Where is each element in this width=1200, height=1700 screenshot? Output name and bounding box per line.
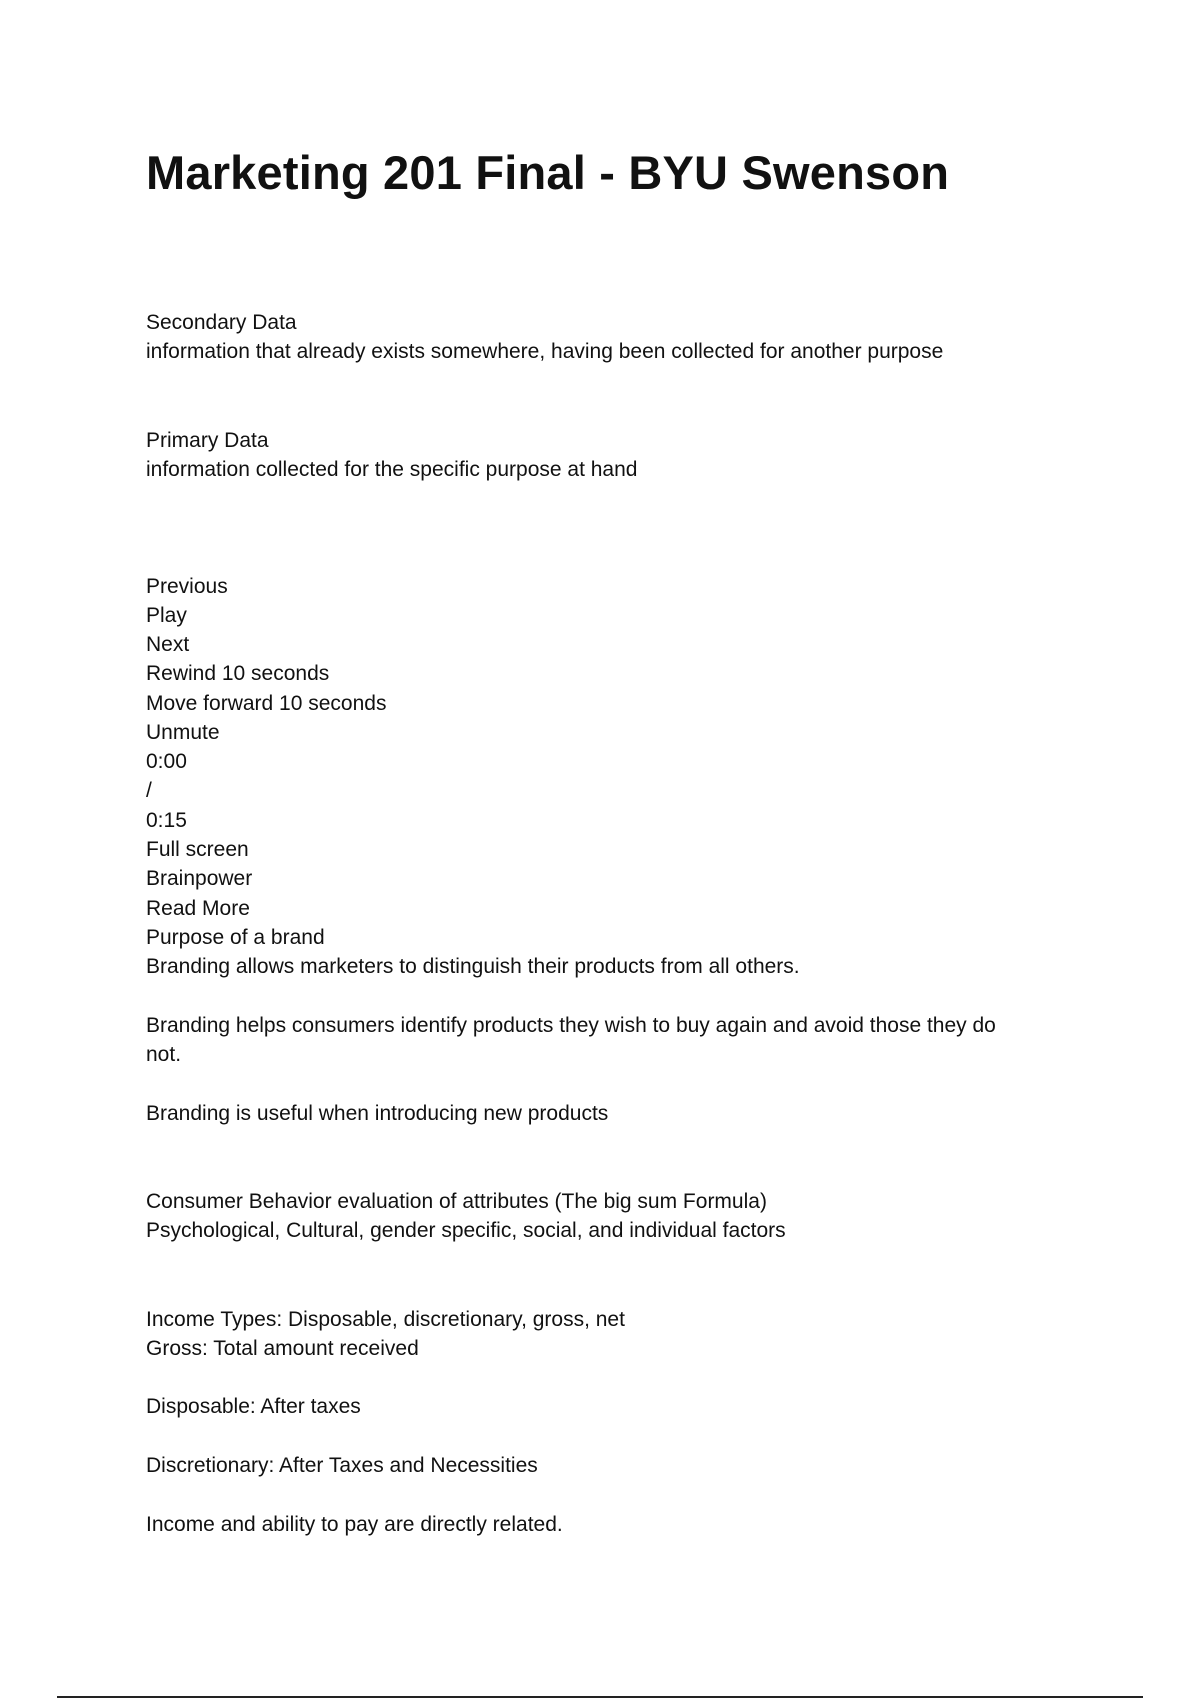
rewind-button[interactable]: Rewind 10 seconds xyxy=(146,662,330,685)
unmute-button[interactable]: Unmute xyxy=(146,721,220,744)
duration: 0:15 xyxy=(146,809,187,832)
current-time: 0:00 xyxy=(146,750,187,773)
next-button[interactable]: Next xyxy=(146,633,190,656)
flashcard-definition: information collected for the specific purpose at hand xyxy=(146,458,638,481)
flashcard-definition: Discretionary: After Taxes and Necessities xyxy=(146,1454,538,1477)
read-more-link[interactable]: Read More xyxy=(146,897,250,920)
fullscreen-button[interactable]: Full screen xyxy=(146,838,249,861)
flashcard-definition: Psychological, Cultural, gender specific, social, and individual factors xyxy=(146,1219,786,1242)
flashcard-definition: not. xyxy=(146,1043,182,1066)
flashcard-term: Income Types: Disposable, discretionary, gross, net xyxy=(146,1308,625,1331)
flashcard-definition: Disposable: After taxes xyxy=(146,1395,361,1418)
flashcard-definition: Branding is useful when introducing new products xyxy=(146,1102,609,1125)
flashcard-term: Primary Data xyxy=(146,429,269,452)
time-separator: / xyxy=(146,779,152,802)
flashcard-term: Consumer Behavior evaluation of attributes (The big sum Formula) xyxy=(146,1190,767,1213)
flashcard-term: Secondary Data xyxy=(146,311,297,334)
previous-button[interactable]: Previous xyxy=(146,575,228,598)
flashcard-definition: Branding helps consumers identify products they wish to buy again and avoid those they do xyxy=(146,1014,996,1037)
flashcard-definition: Gross: Total amount received xyxy=(146,1337,419,1360)
forward-button[interactable]: Move forward 10 seconds xyxy=(146,692,387,715)
flashcard-term: Purpose of a brand xyxy=(146,926,325,949)
flashcard-definition: information that already exists somewhere, having been collected for another purpose xyxy=(146,340,944,363)
footer-divider xyxy=(57,1696,1143,1698)
page-title: Marketing 201 Final - BYU Swenson xyxy=(146,146,950,199)
flashcard-definition: Income and ability to pay are directly related. xyxy=(146,1513,563,1536)
brand-link[interactable]: Brainpower xyxy=(146,867,253,890)
play-button[interactable]: Play xyxy=(146,604,187,627)
flashcard-definition: Branding allows marketers to distinguish their products from all others. xyxy=(146,955,800,978)
